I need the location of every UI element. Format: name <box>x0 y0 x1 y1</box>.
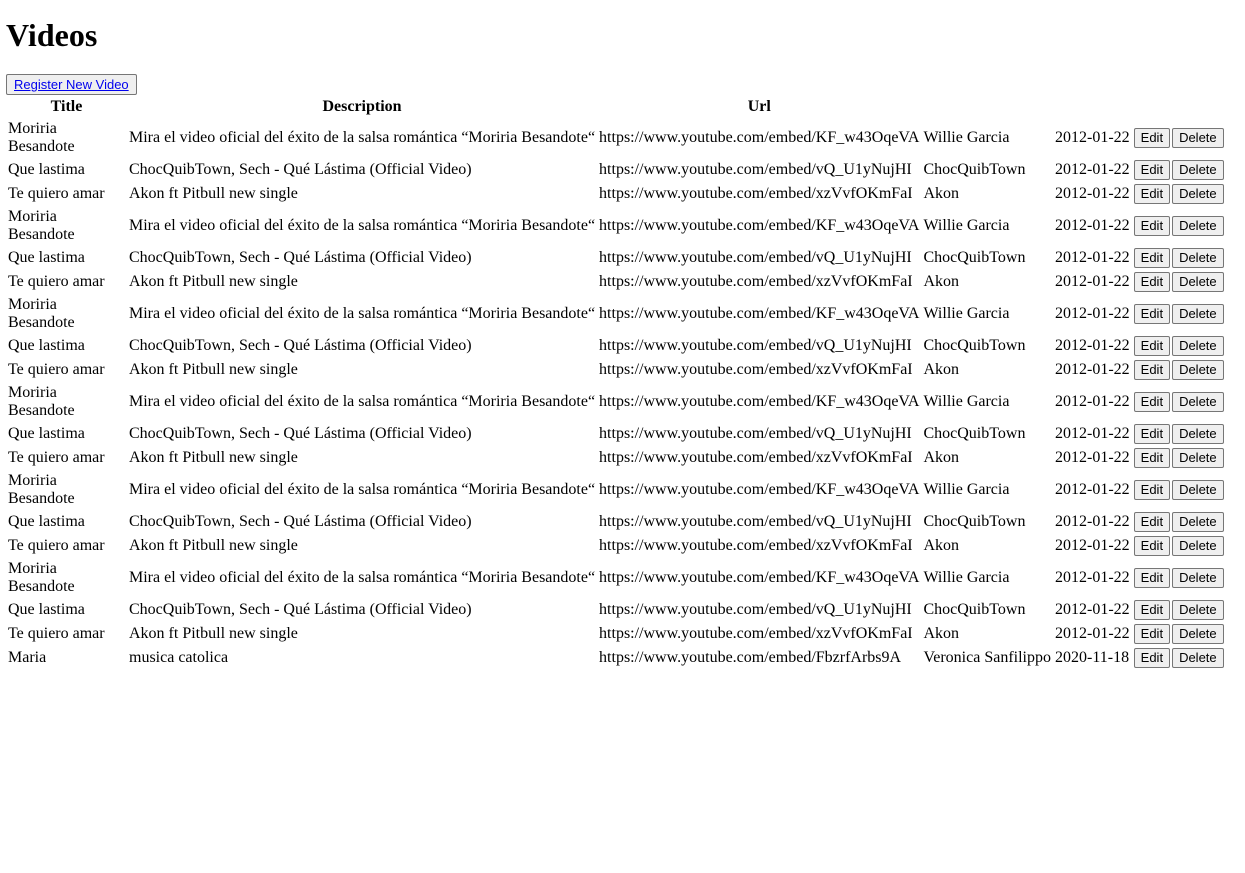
cell-date: 2012-01-22 <box>1055 513 1130 530</box>
cell-url: https://www.youtube.com/embed/KF_w43OqeVA <box>599 305 920 322</box>
delete-button[interactable]: Delete <box>1172 536 1224 556</box>
cell-date: 2012-01-22 <box>1055 569 1130 586</box>
cell-description: ChocQuibTown, Sech - Qué Lástima (Official Video) <box>129 337 472 354</box>
delete-button[interactable]: Delete <box>1172 160 1224 180</box>
delete-button[interactable]: Delete <box>1172 336 1224 356</box>
cell-url: https://www.youtube.com/embed/xzVvfOKmFaI <box>599 185 913 202</box>
cell-date: 2012-01-22 <box>1055 305 1130 322</box>
cell-artist: Willie Garcia <box>923 305 1010 322</box>
cell-actions <box>1133 535 1225 557</box>
cell-description: Mira el video oficial del éxito de la salsa romántica “Moriria Besandote“ <box>129 393 596 410</box>
cell-url: https://www.youtube.com/embed/xzVvfOKmFaI <box>599 625 913 642</box>
cell-description: Akon ft Pitbull new single <box>129 625 298 642</box>
table-row <box>7 559 1225 597</box>
cell-date: 2012-01-22 <box>1055 185 1130 202</box>
edit-button[interactable]: Edit <box>1134 160 1170 180</box>
cell-title: Que lastima <box>8 249 85 266</box>
cell-title: Moriria Besandote <box>8 208 75 243</box>
edit-button[interactable]: Edit <box>1134 184 1170 204</box>
cell-date: 2012-01-22 <box>1055 425 1130 442</box>
header-date <box>1054 97 1131 117</box>
cell-date: 2012-01-22 <box>1055 625 1130 642</box>
table-row <box>7 271 1225 293</box>
edit-button[interactable]: Edit <box>1134 336 1170 356</box>
cell-description: Mira el video oficial del éxito de la salsa romántica “Moriria Besandote“ <box>129 569 596 586</box>
table-row <box>7 119 1225 157</box>
table-row <box>7 159 1225 181</box>
edit-button[interactable]: Edit <box>1134 248 1170 268</box>
cell-actions <box>1133 647 1225 669</box>
delete-button[interactable]: Delete <box>1172 648 1224 668</box>
delete-button[interactable]: Delete <box>1172 216 1224 236</box>
cell-title: Moriria Besandote <box>8 120 75 155</box>
cell-actions <box>1133 383 1225 421</box>
cell-date: 2012-01-22 <box>1055 337 1130 354</box>
edit-button[interactable]: Edit <box>1134 448 1170 468</box>
cell-title: Moriria Besandote <box>8 384 75 419</box>
cell-date: 2012-01-22 <box>1055 393 1130 410</box>
cell-description: Mira el video oficial del éxito de la salsa romántica “Moriria Besandote“ <box>129 217 596 234</box>
page-title: Videos <box>6 17 98 53</box>
edit-button[interactable]: Edit <box>1134 480 1170 500</box>
cell-description: Mira el video oficial del éxito de la salsa romántica “Moriria Besandote“ <box>129 305 596 322</box>
cell-date: 2012-01-22 <box>1055 217 1130 234</box>
cell-artist: ChocQuibTown <box>923 337 1026 354</box>
cell-actions <box>1133 207 1225 245</box>
cell-description: ChocQuibTown, Sech - Qué Lástima (Official Video) <box>129 249 472 266</box>
cell-actions <box>1133 183 1225 205</box>
delete-button[interactable]: Delete <box>1172 360 1224 380</box>
header-url: Url <box>747 98 771 115</box>
table-row <box>7 471 1225 509</box>
cell-artist: Willie Garcia <box>923 481 1010 498</box>
cell-actions <box>1133 295 1225 333</box>
edit-button[interactable]: Edit <box>1134 568 1170 588</box>
cell-url: https://www.youtube.com/embed/KF_w43OqeVA <box>599 217 920 234</box>
cell-actions <box>1133 271 1225 293</box>
cell-actions <box>1133 423 1225 445</box>
cell-url: https://www.youtube.com/embed/xzVvfOKmFaI <box>599 537 913 554</box>
delete-button[interactable]: Delete <box>1172 448 1224 468</box>
cell-title: Te quiero amar <box>8 537 105 554</box>
cell-url: https://www.youtube.com/embed/KF_w43OqeVA <box>599 393 920 410</box>
cell-title: Que lastima <box>8 161 85 178</box>
table-header-row <box>7 97 1225 117</box>
table-row <box>7 647 1225 669</box>
cell-description: Akon ft Pitbull new single <box>129 185 298 202</box>
edit-button[interactable]: Edit <box>1134 536 1170 556</box>
delete-button[interactable]: Delete <box>1172 600 1224 620</box>
cell-date: 2012-01-22 <box>1055 537 1130 554</box>
cell-url: https://www.youtube.com/embed/FbzrfArbs9A <box>599 649 902 666</box>
cell-title: Te quiero amar <box>8 449 105 466</box>
cell-artist: ChocQuibTown <box>923 513 1026 530</box>
table-row <box>7 295 1225 333</box>
table-row <box>7 335 1225 357</box>
edit-button[interactable]: Edit <box>1134 128 1170 148</box>
delete-button[interactable]: Delete <box>1172 568 1224 588</box>
cell-actions <box>1133 599 1225 621</box>
cell-actions <box>1133 247 1225 269</box>
cell-title: Que lastima <box>8 425 85 442</box>
cell-description: Mira el video oficial del éxito de la salsa romántica “Moriria Besandote“ <box>129 481 596 498</box>
cell-actions <box>1133 335 1225 357</box>
edit-button[interactable]: Edit <box>1134 424 1170 444</box>
delete-button[interactable]: Delete <box>1172 184 1224 204</box>
edit-button[interactable]: Edit <box>1134 272 1170 292</box>
cell-url: https://www.youtube.com/embed/vQ_U1yNujHI <box>599 249 912 266</box>
cell-title: Te quiero amar <box>8 185 105 202</box>
delete-button[interactable]: Delete <box>1172 624 1224 644</box>
cell-title: Maria <box>8 649 47 666</box>
cell-url: https://www.youtube.com/embed/vQ_U1yNujHI <box>599 601 912 618</box>
cell-description: Akon ft Pitbull new single <box>129 361 298 378</box>
table-row <box>7 599 1225 621</box>
delete-button[interactable]: Delete <box>1172 424 1224 444</box>
edit-button[interactable]: Edit <box>1134 216 1170 236</box>
delete-button[interactable]: Delete <box>1172 480 1224 500</box>
cell-title: Te quiero amar <box>8 625 105 642</box>
cell-title: Que lastima <box>8 601 85 618</box>
cell-artist: Willie Garcia <box>923 569 1010 586</box>
cell-artist: Akon <box>923 625 960 642</box>
cell-artist: Akon <box>923 273 960 290</box>
cell-artist: ChocQuibTown <box>923 601 1026 618</box>
cell-description: Mira el video oficial del éxito de la salsa romántica “Moriria Besandote“ <box>129 129 596 146</box>
cell-description: ChocQuibTown, Sech - Qué Lástima (Official Video) <box>129 513 472 530</box>
cell-description: ChocQuibTown, Sech - Qué Lástima (Official Video) <box>129 425 472 442</box>
register-new-video-button[interactable]: Register New Video <box>6 74 137 95</box>
table-row <box>7 383 1225 421</box>
cell-url: https://www.youtube.com/embed/vQ_U1yNujHI <box>599 337 912 354</box>
cell-description: ChocQuibTown, Sech - Qué Lástima (Official Video) <box>129 601 472 618</box>
header-actions <box>1133 97 1225 117</box>
cell-date: 2012-01-22 <box>1055 449 1130 466</box>
cell-description: Akon ft Pitbull new single <box>129 273 298 290</box>
header-description: Description <box>322 98 402 115</box>
table-row <box>7 511 1225 533</box>
cell-title: Moriria Besandote <box>8 296 75 331</box>
cell-artist: ChocQuibTown <box>923 161 1026 178</box>
cell-url: https://www.youtube.com/embed/KF_w43OqeVA <box>599 481 920 498</box>
delete-button[interactable]: Delete <box>1172 128 1224 148</box>
cell-date: 2012-01-22 <box>1055 361 1130 378</box>
cell-date: 2012-01-22 <box>1055 273 1130 290</box>
table-body <box>7 119 1225 669</box>
cell-description: musica catolica <box>129 649 229 666</box>
header-artist <box>922 97 1052 117</box>
table-row <box>7 359 1225 381</box>
table-row <box>7 247 1225 269</box>
table-row <box>7 207 1225 245</box>
cell-title: Moriria Besandote <box>8 472 75 507</box>
cell-title: Te quiero amar <box>8 273 105 290</box>
cell-date: 2012-01-22 <box>1055 601 1130 618</box>
cell-artist: Akon <box>923 361 960 378</box>
edit-button[interactable]: Edit <box>1134 392 1170 412</box>
cell-actions <box>1133 359 1225 381</box>
cell-actions <box>1133 447 1225 469</box>
edit-button[interactable]: Edit <box>1134 600 1170 620</box>
cell-actions <box>1133 511 1225 533</box>
edit-button[interactable]: Edit <box>1134 304 1170 324</box>
cell-date: 2012-01-22 <box>1055 129 1130 146</box>
cell-artist: ChocQuibTown <box>923 249 1026 266</box>
cell-artist: ChocQuibTown <box>923 425 1026 442</box>
edit-button[interactable]: Edit <box>1134 512 1170 532</box>
delete-button[interactable]: Delete <box>1172 512 1224 532</box>
videos-page <box>0 17 1245 671</box>
cell-artist: Akon <box>923 185 960 202</box>
table-row <box>7 447 1225 469</box>
table-row <box>7 535 1225 557</box>
cell-actions <box>1133 471 1225 509</box>
cell-actions <box>1133 559 1225 597</box>
cell-artist: Willie Garcia <box>923 129 1010 146</box>
cell-title: Que lastima <box>8 337 85 354</box>
header-title: Title <box>50 98 83 115</box>
cell-artist: Akon <box>923 537 960 554</box>
edit-button[interactable]: Edit <box>1134 624 1170 644</box>
cell-date: 2012-01-22 <box>1055 161 1130 178</box>
table-row <box>7 423 1225 445</box>
cell-description: Akon ft Pitbull new single <box>129 537 298 554</box>
cell-artist: Akon <box>923 449 960 466</box>
cell-date: 2012-01-22 <box>1055 481 1130 498</box>
edit-button[interactable]: Edit <box>1134 648 1170 668</box>
cell-date: 2012-01-22 <box>1055 249 1130 266</box>
cell-description: Akon ft Pitbull new single <box>129 449 298 466</box>
cell-url: https://www.youtube.com/embed/vQ_U1yNujHI <box>599 513 912 530</box>
cell-artist: Veronica Sanfilippo <box>923 649 1051 666</box>
cell-url: https://www.youtube.com/embed/vQ_U1yNujHI <box>599 161 912 178</box>
cell-actions <box>1133 159 1225 181</box>
table-row <box>7 183 1225 205</box>
cell-url: https://www.youtube.com/embed/xzVvfOKmFaI <box>599 449 913 466</box>
cell-title: Que lastima <box>8 513 85 530</box>
cell-title: Moriria Besandote <box>8 560 75 595</box>
cell-url: https://www.youtube.com/embed/xzVvfOKmFaI <box>599 361 913 378</box>
cell-url: https://www.youtube.com/embed/xzVvfOKmFaI <box>599 273 913 290</box>
edit-button[interactable]: Edit <box>1134 360 1170 380</box>
cell-actions <box>1133 119 1225 157</box>
cell-artist: Willie Garcia <box>923 393 1010 410</box>
cell-url: https://www.youtube.com/embed/KF_w43OqeVA <box>599 569 920 586</box>
videos-table <box>5 95 1227 671</box>
cell-date: 2020-11-18 <box>1055 649 1130 666</box>
cell-artist: Willie Garcia <box>923 217 1010 234</box>
delete-button[interactable]: Delete <box>1172 272 1224 292</box>
cell-description: ChocQuibTown, Sech - Qué Lástima (Official Video) <box>129 161 472 178</box>
table-row <box>7 623 1225 645</box>
cell-url: https://www.youtube.com/embed/KF_w43OqeVA <box>599 129 920 146</box>
delete-button[interactable]: Delete <box>1172 248 1224 268</box>
delete-button[interactable]: Delete <box>1172 304 1224 324</box>
cell-url: https://www.youtube.com/embed/vQ_U1yNujHI <box>599 425 912 442</box>
delete-button[interactable]: Delete <box>1172 392 1224 412</box>
cell-title: Te quiero amar <box>8 361 105 378</box>
cell-actions <box>1133 623 1225 645</box>
